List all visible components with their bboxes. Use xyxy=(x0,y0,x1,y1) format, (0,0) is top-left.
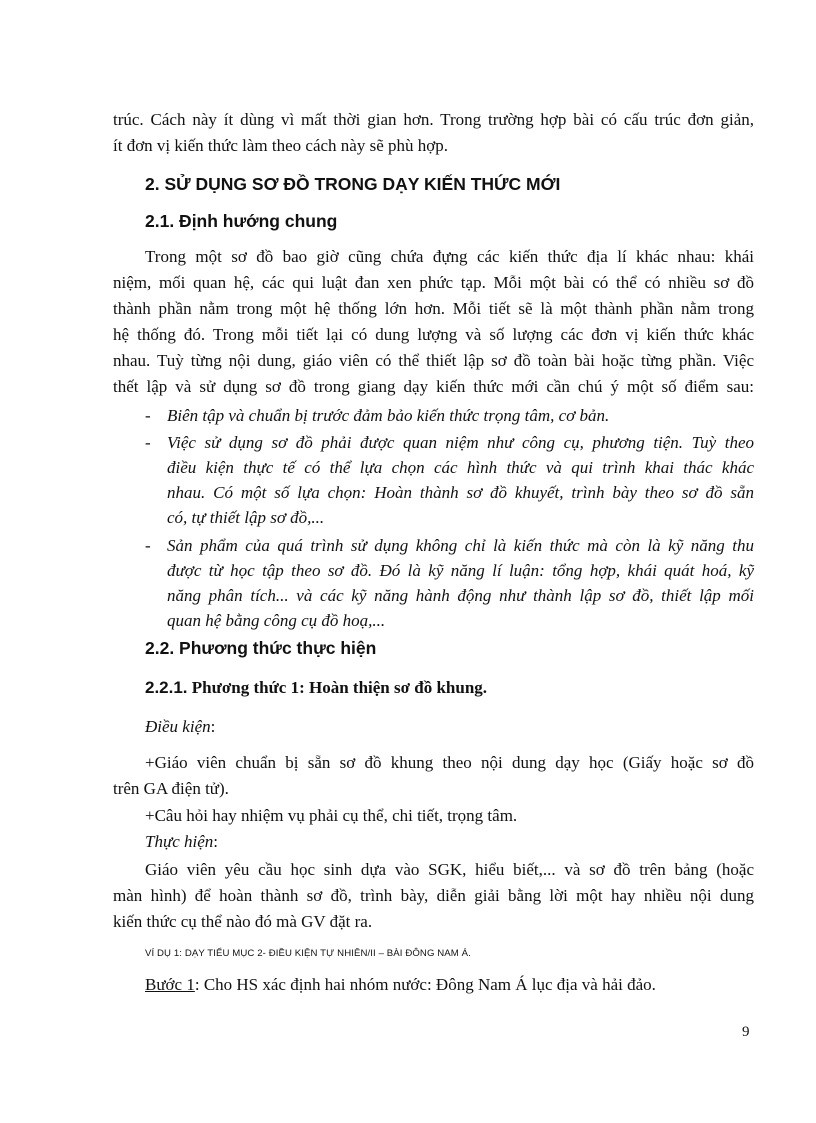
condition-2: +Câu hỏi hay nhiệm vụ phải cụ thể, chi tiết, trọng tâm. xyxy=(145,806,518,825)
method-1-heading xyxy=(145,678,487,698)
example-label: VÍ DỤ 1: DẠY TIỂU MỤC 2- ĐIỀU KIỆN TỰ NHIÊN/II – BÀI ĐÔNG NAM Á. xyxy=(145,948,471,959)
bullet-dash: - xyxy=(145,406,151,425)
condition-colon: : xyxy=(210,717,216,736)
bullet-dash: - xyxy=(145,536,151,555)
implement-paragraph xyxy=(113,857,754,935)
implement-label-text: Thực hiện xyxy=(145,832,214,851)
bullet-line: Biên tập và chuẩn bị trước đảm bảo kiến thức trọng tâm, cơ bản. xyxy=(167,406,610,425)
condition-label xyxy=(145,714,215,740)
method-title: Phương thức 1: Hoàn thiện sơ đồ khung. xyxy=(191,678,488,697)
paragraph-line: Trong một sơ đồ bao giờ cũng chứa đựng các kiến thức địa lí khác nhau: khái xyxy=(145,247,754,266)
bullet-line: có, tự thiết lập sơ đồ,... xyxy=(167,508,325,527)
section-2-1-heading: 2.1. Định hướng chung xyxy=(145,211,338,231)
bullet-line: quan hệ bằng công cụ đồ hoạ,... xyxy=(167,611,386,630)
intro-line-1: trúc. Cách này ít dùng vì mất thời gian hơn. Trong trường hợp bài có cấu trúc đơn giản, xyxy=(113,110,754,129)
intro-line-2: ít đơn vị kiến thức làm theo cách này sẽ phù hợp. xyxy=(113,136,449,155)
paragraph-line: thết lập và sử dụng sơ đồ trong giang dạy kiến thức mới cần chú ý một số điểm sau: xyxy=(113,377,754,396)
bullet-line: được từ học tập theo sơ đồ. Đó là kỹ năng lí luận: tổng hợp, khái quát hoá, kỹ xyxy=(167,561,754,580)
paragraph-line: nhau. Tuỳ từng nội dung, giáo viên có thể thiết lập sơ đồ toàn bài hoặc từng phần. Việc xyxy=(113,351,754,370)
bullet-line: điều kiện thực tế có thể lựa chọn các hình thức và qui trình khai thác khác xyxy=(167,458,754,477)
section-2-1-paragraph xyxy=(113,244,754,400)
section-2-heading: 2. SỬ DỤNG SƠ ĐỒ TRONG DẠY KIẾN THỨC MỚI xyxy=(145,174,561,194)
bullet-dash: - xyxy=(145,433,151,452)
bullet-item-2 xyxy=(167,430,754,530)
bullet-item-1 xyxy=(167,403,754,428)
implement-label xyxy=(145,829,218,855)
paragraph-line: hệ thống đó. Trong mỗi tiết lại có dung lượng và số lượng các đơn vị kiến thức khác xyxy=(113,325,754,344)
implement-colon: : xyxy=(213,832,219,851)
paragraph-line: màn hình) để hoàn thành sơ đồ, trình bày, diễn giải bằng lời một hay nhiều nội dung xyxy=(113,886,754,905)
step-1-label: Bước 1 xyxy=(145,975,195,994)
paragraph-line: kiến thức cụ thể nào đó mà GV đặt ra. xyxy=(113,912,373,931)
step-1 xyxy=(145,972,656,998)
bullet-line: năng phân tích... và các kỹ năng hành động như thành lập sơ đồ, thiết lập mối xyxy=(167,586,754,605)
section-2-2-heading: 2.2. Phương thức thực hiện xyxy=(145,638,377,658)
condition-1-line-2: trên GA điện tử). xyxy=(113,779,229,798)
method-number: 2.2.1. xyxy=(145,678,188,697)
paragraph-line: thành phần nằm trong một hệ thống lớn hơn. Mỗi tiết sẽ là một thành phần nằm trong xyxy=(113,299,754,318)
bullet-line: nhau. Có một số lựa chọn: Hoàn thành sơ đồ khuyết, trình bày theo sơ đồ sẵn xyxy=(167,483,754,502)
bullet-line: Sản phẩm của quá trình sử dụng không chỉ là kiến thức mà còn là kỹ năng thu xyxy=(167,536,754,555)
bullet-item-3 xyxy=(167,533,754,633)
step-1-text: : Cho HS xác định hai nhóm nước: Đông Nam Á lục địa và hải đảo. xyxy=(194,975,656,994)
paragraph-line: niệm, mối quan hệ, các qui luật đan xen phức tạp. Mỗi một bài có thể có nhiều sơ đồ xyxy=(113,273,754,292)
condition-label-text: Điều kiện xyxy=(145,717,211,736)
page-number: 9 xyxy=(742,1024,750,1040)
paragraph-line: Giáo viên yêu cầu học sinh dựa vào SGK, hiểu biết,... và sơ đồ trên bảng (hoặc xyxy=(145,860,754,879)
condition-1-line-1: +Giáo viên chuẩn bị sẵn sơ đồ khung theo nội dung dạy học (Giấy hoặc sơ đồ xyxy=(145,753,754,772)
bullet-line: Việc sử dụng sơ đồ phải được quan niệm như công cụ, phương tiện. Tuỳ theo xyxy=(167,433,754,452)
